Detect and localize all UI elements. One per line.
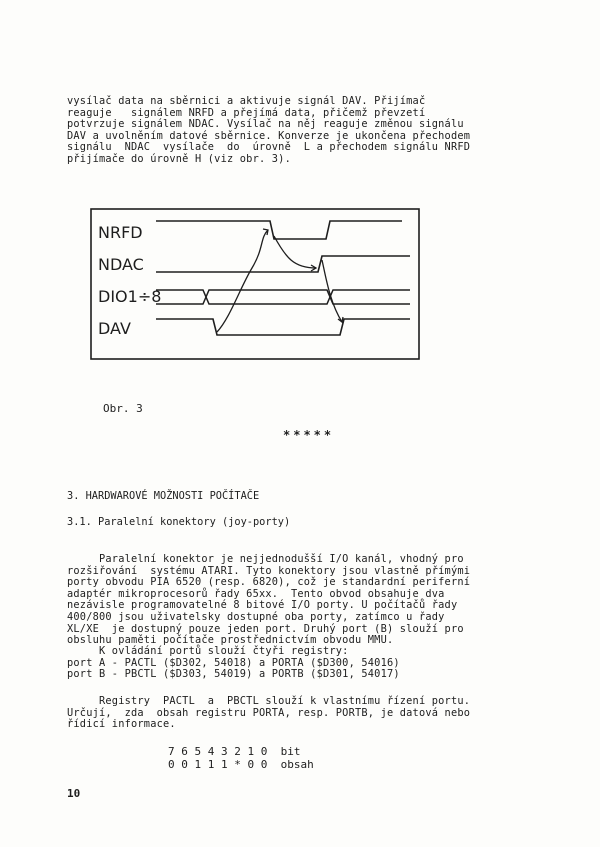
dio-bus-signal <box>156 290 410 304</box>
text-line: Registry PACTL a PBCTL slouží k vlastnímu řízení portu. <box>67 695 471 707</box>
timing-diagram <box>90 208 420 360</box>
label-dav: DAV <box>98 319 131 338</box>
paragraph-control <box>67 696 537 731</box>
text-line: potvrzuje signálem NDAC. Vysílač na něj reaguje změnou signálu <box>67 118 464 131</box>
figure-caption: Obr. 3 <box>103 402 143 415</box>
subsection-heading: 3.1. Paralelní konektory (joy-porty) <box>67 516 291 528</box>
label-ndac: NDAC <box>98 255 144 274</box>
handshake-arrows <box>217 229 343 332</box>
text-line: vysílač data na sběrnici a aktivuje signál DAV. Přijímač <box>67 95 426 107</box>
ndac-signal <box>156 256 410 272</box>
text-line: rozšiřování systému ATARI. Tyto konektory jsou vlastně přímými <box>67 564 471 577</box>
text-line: adaptér mikroprocesorů řady 65xx. Tento obvod obsahuje dva <box>67 587 445 600</box>
text-line: signálu NDAC vysílače do úrovně L a přechodem signálu NRFD <box>67 141 471 154</box>
section-heading: 3. HARDWAROVÉ MOŽNOSTI POČÍTAČE <box>67 490 260 502</box>
label-dio: DIO1÷8 <box>98 287 162 306</box>
text-line: XL/XE je dostupný pouze jeden port. Druhý port (B) slouží pro <box>67 622 464 635</box>
text-line: Určují, zda obsah registru PORTA, resp. PORTB, je datová nebo <box>67 706 471 719</box>
text-line: řídicí informace. <box>67 718 176 731</box>
text-line: obsluhu paměti počítače prostřednictvím obvodu MMU. <box>67 634 394 647</box>
text-line: port A - PACTL ($D302, 54018) a PORTA ($D300, 54016) <box>67 656 400 669</box>
text-line: reaguje signálem NRFD a přejímá data, přičemž převzetí <box>67 106 426 119</box>
text-line: přijímače do úrovně H (viz obr. 3). <box>67 152 291 165</box>
text-line: nezávisle programovatelné 8 bitové I/O porty. U počítačů řady <box>67 599 458 612</box>
text-line: port B - PBCTL ($D303, 54019) a PORTB ($D301, 54017) <box>67 668 400 681</box>
nrfd-signal <box>156 221 402 239</box>
dav-signal <box>156 319 410 335</box>
content-row: 0 0 1 1 1 * 0 0 obsah <box>168 757 314 771</box>
section-separator: ***** <box>283 428 335 442</box>
paragraph-intro <box>67 96 537 166</box>
page-number: 10 <box>67 787 81 800</box>
text-line: DAV a uvolněním datové sběrnice. Konverze je ukončena přechodem <box>67 129 471 142</box>
label-nrfd: NRFD <box>98 223 143 242</box>
text-line: 400/800 jsou uživatelsky dostupné oba porty, zatímco u řady <box>67 610 445 623</box>
bit-row: 7 6 5 4 3 2 1 0 bit <box>168 745 301 758</box>
bit-table <box>168 746 314 771</box>
text-line: Paralelní konektor je nejjednodušší I/O kanál, vhodný pro <box>67 553 464 565</box>
text-line: porty obvodu PIA 6520 (resp. 6820), což je standardní periferní <box>67 576 471 589</box>
paragraph-connectors <box>67 554 537 647</box>
paragraph-registers <box>67 646 537 681</box>
text-line: K ovládání portů slouží čtyři registry: <box>67 645 349 657</box>
